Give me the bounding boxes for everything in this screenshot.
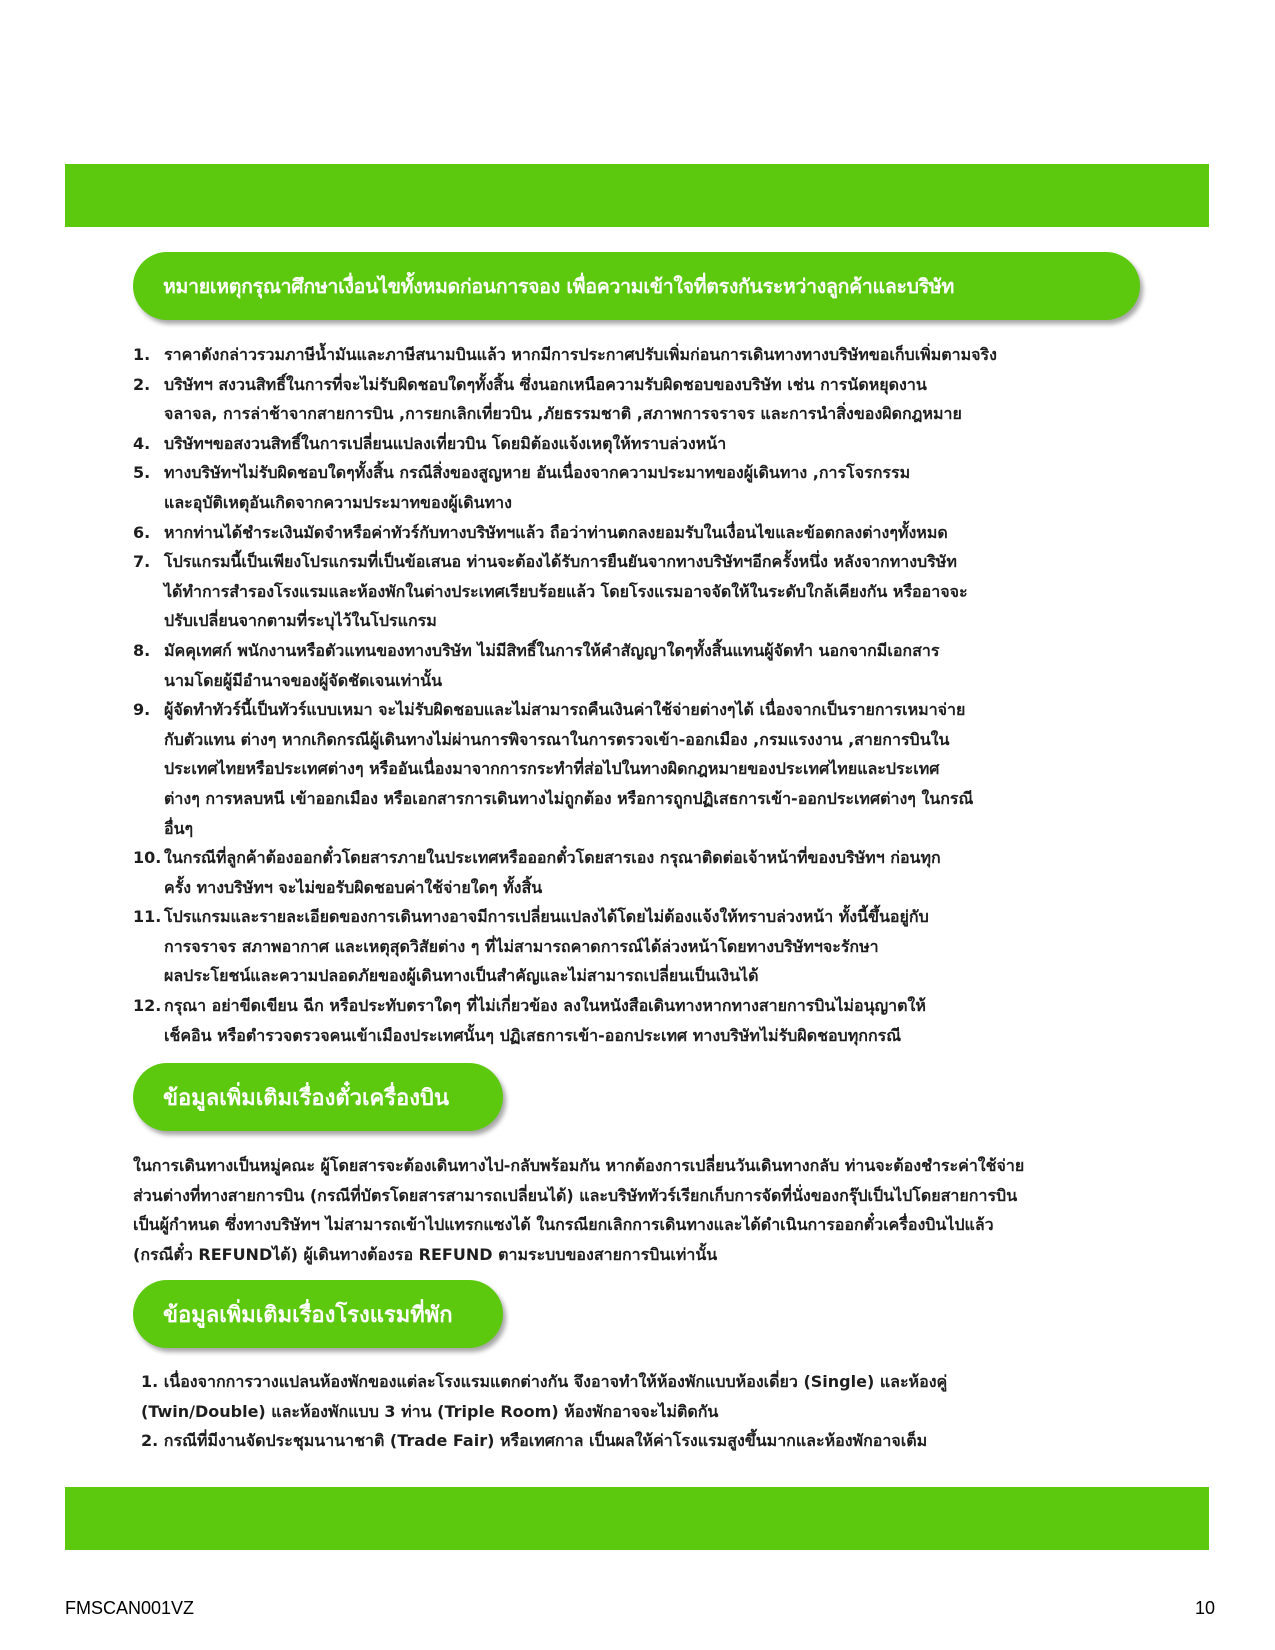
list-item bbox=[133, 518, 1143, 548]
item-text: กรุณา อย่าขีดเขียน ฉีก หรือประทับตราใดๆ ที่ไม่เกี่ยวข้อง ลงในหนังสือเดินทางหากทางสายการบินไม่อนุญาตให้ เช็คอิน หรือตำรวจตรวจคนเข้าเมืองประเทศนั้นๆ ปฏิเสธการเข้า-ออกประเทศ ทางบริษัทไม่รับผิดชอบทุกกรณี bbox=[164, 996, 926, 1045]
list-item bbox=[133, 429, 1143, 459]
page-number: 10 bbox=[1194, 1598, 1215, 1618]
item-number: 12. bbox=[133, 996, 162, 1016]
ticket-heading-text: ข้อมูลเพิ่มเติมเรื่องตั๋วเครื่องบิน bbox=[163, 1085, 450, 1111]
item-text: มัคคุเทศก์ พนักงานหรือตัวแทนของทางบริษัท ไม่มีสิทธิ์ในการให้คำสัญญาใดๆทั้งสิ้นแทนผู้จัดทำ นอกจากมีเอกสาร นามโดยผู้มีอำนาจของผู้จัดชัดเจนเท่านั้น bbox=[164, 640, 940, 690]
bottom-green-band bbox=[65, 1487, 1209, 1550]
item-text: หากท่านได้ชำระเงินมัดจำหรือค่าทัวร์กับทางบริษัทฯแล้ว ถือว่าท่านตกลงยอมรับในเงื่อนไขและข้อตกลงต่างๆทั้งหมด bbox=[164, 522, 948, 542]
conditions-list bbox=[133, 340, 1143, 1050]
list-item bbox=[133, 636, 1143, 695]
list-item bbox=[133, 843, 1143, 902]
list-item bbox=[133, 991, 1143, 1050]
item-number: 9. bbox=[133, 700, 151, 720]
top-green-band bbox=[65, 164, 1209, 227]
hotel-list bbox=[141, 1367, 1141, 1456]
item-number: 10. bbox=[133, 848, 162, 868]
ticket-paragraph: ในการเดินทางเป็นหมู่คณะ ผู้โดยสารจะต้องเดินทางไป-กลับพร้อมกัน หากต้องการเปลี่ยนวันเดินทางกลับ ท่านจะต้องชำระค่าใช้จ่าย ส่วนต่างที่ทางสายการบิน (กรณีที่บัตรโดยสารสามารถเปลี่ยนได้) และบริษัททัวร์เรียกเก็บการจัดที่นั่งของกรุ๊ปเป็นไปโดยสายการบิน เป็นผู้กำหนด ซึ่งทางบริษัทฯ ไม่สามารถเข้าไปแทรกแซงได้ ในกรณียกเลิกการเดินทางและได้ดำเนินการออกตั๋วเครื่องบินไปแล้ว (กรณีตั๋ว REFUNDได้) ผู้เดินทางต้องรอ REFUND ตามระบบของสายการบินเท่านั้น bbox=[133, 1156, 1025, 1264]
item-text: ทางบริษัทฯไม่รับผิดชอบใดๆทั้งสิ้น กรณีสิ่งของสูญหาย อันเนื่องจากความประมาทของผู้เดินทาง ,การโจรกรรม และอุบัติเหตุอันเกิดจากความประมาทของผู้เดินทาง bbox=[164, 463, 911, 512]
item-text: บริษัทฯขอสงวนสิทธิ์ในการเปลี่ยนแปลงเที่ยวบิน โดยมิต้องแจ้งเหตุให้ทราบล่วงหน้า bbox=[164, 433, 727, 453]
list-item bbox=[133, 458, 1143, 517]
item-text: โปรแกรมและรายละเอียดของการเดินทางอาจมีการเปลี่ยนแปลงได้โดยไม่ต้องแจ้งให้ทราบล่วงหน้า ทั้งนี้ขึ้นอยู่กับ การจราจร สภาพอากาศ และเหตุสุดวิสัยต่าง ๆ ที่ไม่สามารถคาดการณ์ได้ล่วงหน้าโดยทางบริษัทฯจะรักษา ผลประโยชน์และความปลอดภัยของผู้เดินทางเป็นสำคัญและไม่สามารถเปลี่ยนเป็นเงินได้ bbox=[164, 907, 929, 986]
notice-heading bbox=[133, 252, 1140, 320]
list-item bbox=[133, 695, 1143, 843]
list-item: 2. กรณีที่มีงานจัดประชุมนานาชาติ (Trade Fair) หรือเทศกาล เป็นผลให้ค่าโรงแรมสูงขึ้นมากและห้องพักอาจเต็ม bbox=[141, 1431, 928, 1451]
item-text: ในกรณีที่ลูกค้าต้องออกตั๋วโดยสารภายในประเทศหรือออกตั๋วโดยสารเอง กรุณาติดต่อเจ้าหน้าที่ของบริษัทฯ ก่อนทุก ครั้ง ทางบริษัทฯ จะไม่ขอรับผิดชอบค่าใช้จ่ายใดๆ ทั้งสิ้น bbox=[164, 848, 941, 897]
list-item bbox=[133, 547, 1143, 636]
item-number: 11. bbox=[133, 907, 162, 927]
item-number: 4. bbox=[133, 433, 151, 453]
item-number: 1. bbox=[133, 345, 151, 364]
item-text: ผู้จัดทำทัวร์นี้เป็นทัวร์แบบเหมา จะไม่รับผิดชอบและไม่สามารถคืนเงินค่าใช้จ่ายต่างๆได้ เนื่องจากเป็นรายการเหมาจ่าย กับตัวแทน ต่างๆ หากเกิดกรณีผู้เดินทางไม่ผ่านการพิจารณาในการตรวจเข้า-ออกเมือง ,กรมแรงงาน ,สายการบินใน ประเทศไทยหรือประเทศต่างๆ หรืออันเนื่องมาจากการกระทำที่ส่อไปในทางผิดกฎหมายของประเทศไทยและประเทศ ต่างๆ การหลบหนี เข้าออกเมือง หรือเอกสารการเดินทางไม่ถูกต้อง หรือการถูกปฏิเสธการเข้า-ออกประเทศต่างๆ ในกรณี อื่นๆ bbox=[164, 700, 974, 838]
item-text: บริษัทฯ สงวนสิทธิ์ในการที่จะไม่รับผิดชอบใดๆทั้งสิ้น ซึ่งนอกเหนือความรับผิดชอบของบริษัท เช่น การนัดหยุดงาน จลาจล, การล่าช้าจากสายการบิน ,การยกเลิกเที่ยวบิน ,ภัยธรรมชาติ ,สภาพการจราจร และการนำสิ่งของผิดกฎหมาย bbox=[164, 374, 962, 424]
item-number: 2. bbox=[133, 374, 151, 394]
hotel-heading bbox=[133, 1280, 503, 1348]
item-text: โปรแกรมนี้เป็นเพียงโปรแกรมที่เป็นข้อเสนอ ท่านจะต้องได้รับการยืนยันจากทางบริษัทฯอีกครั้งหนึ่ง หลังจากทางบริษัท ได้ทำการสำรองโรงแรมและห้องพักในต่างประเทศเรียบร้อยแล้ว โดยโรงแรมอาจจัดให้ในระดับใกล้เคียงกัน หรืออาจจะ ปรับเปลี่ยนจากตามที่ระบุไว้ในโปรแกรม bbox=[164, 552, 968, 631]
list-item bbox=[133, 370, 1143, 429]
hotel-heading-text: ข้อมูลเพิ่มเติมเรื่องโรงแรมที่พัก bbox=[163, 1302, 453, 1328]
item-number: 7. bbox=[133, 552, 151, 572]
item-number: 6. bbox=[133, 522, 151, 542]
ticket-heading bbox=[133, 1063, 503, 1131]
list-item bbox=[133, 340, 1143, 370]
item-number: 5. bbox=[133, 463, 151, 483]
notice-heading-text: หมายเหตุกรุณาศึกษาเงื่อนไขทั้งหมดก่อนการจอง เพื่อความเข้าใจที่ตรงกันระหว่างลูกค้าและบริษัท bbox=[163, 274, 955, 298]
list-item: 1. เนื่องจากการวางแปลนห้องพักของแต่ละโรงแรมแตกต่างกัน จึงอาจทำให้ห้องพักแบบห้องเดี่ยว (Single) และห้องคู่ (Twin/Double) และห้องพักแบบ 3 ท่าน (Triple Room) ห้องพักอาจจะไม่ติดกัน bbox=[141, 1372, 948, 1421]
item-text: ราคาดังกล่าวรวมภาษีน้ำมันและภาษีสนามบินแล้ว หากมีการประกาศปรับเพิ่มก่อนการเดินทางทางบริษัทขอเก็บเพิ่มตามจริง bbox=[164, 345, 997, 364]
item-number: 8. bbox=[133, 640, 151, 660]
document-code: FMSCAN001VZ bbox=[65, 1598, 195, 1618]
list-item bbox=[133, 902, 1143, 991]
